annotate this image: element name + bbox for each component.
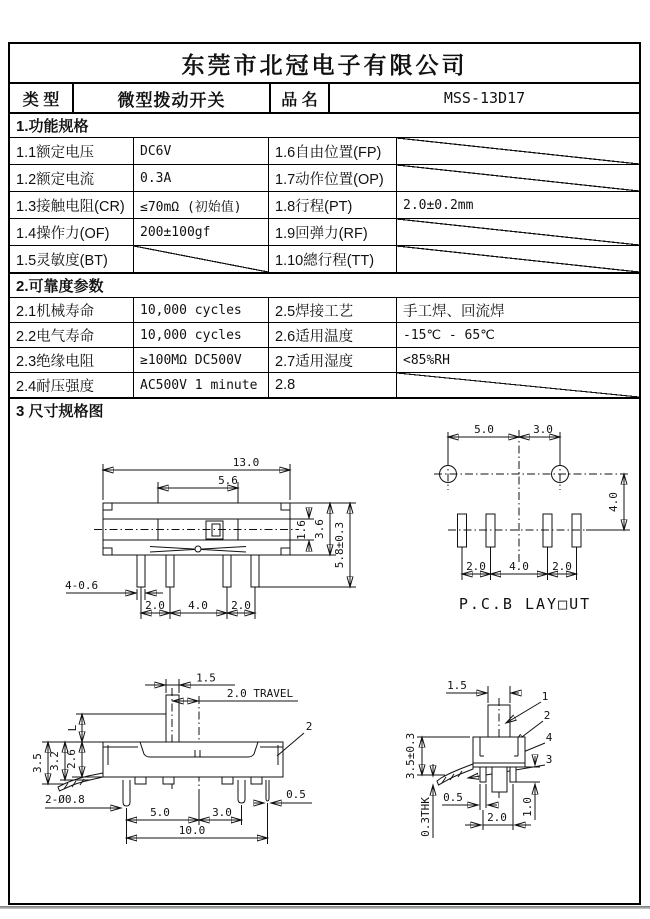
dim-side-pin-w: 0.5 xyxy=(286,788,306,801)
row-label: 1.4操作力(OF) xyxy=(16,225,110,242)
drawing-pcb-layout xyxy=(400,412,640,622)
dim-pcb-hole-l: 5.0 xyxy=(474,423,494,436)
name-label: 品 名 xyxy=(269,84,328,112)
row-label: 1.6自由位置(FP) xyxy=(268,138,396,164)
table-row xyxy=(10,297,639,322)
table-row xyxy=(10,191,639,218)
dim-front-pitch3: 2.0 xyxy=(231,599,251,612)
row-value: 手工焊、回流焊 xyxy=(396,298,639,322)
company-title: 东莞市北冠电子有限公司 xyxy=(181,51,468,78)
row-value: AC500V 1 minute xyxy=(133,373,268,397)
dim-pcb-row-gap: 4.0 xyxy=(607,492,620,512)
row-value-empty xyxy=(396,138,639,164)
row-value: 10,000 cycles xyxy=(133,323,268,347)
row-value-empty xyxy=(396,246,639,272)
type-label: 类 型 xyxy=(22,91,60,109)
dim-end-thk: 0.3THK xyxy=(419,797,432,837)
dim-front-pitch1: 2.0 xyxy=(145,599,165,612)
row-value-empty xyxy=(396,373,639,397)
model-number: MSS-13D17 xyxy=(328,84,639,112)
dim-pcb-pitch3: 2.0 xyxy=(552,560,572,573)
callout-4: 4 xyxy=(545,731,553,744)
row-value: 2.0±0.2mm xyxy=(396,192,639,218)
drawing-front-view xyxy=(60,440,390,652)
row-label: 2.7适用湿度 xyxy=(268,348,396,372)
dim-end-p20: 2.0 xyxy=(487,811,507,824)
row-value: 200±100gf xyxy=(133,219,268,245)
table-row xyxy=(10,347,639,372)
callout-2: 2 xyxy=(543,709,551,722)
row-label: 2.8 xyxy=(268,373,396,397)
dim-side-pin-d: 2-Ø0.8 xyxy=(45,793,85,806)
section1-title: 1.功能规格 xyxy=(10,112,639,137)
row-label: 1.3接触电阻(CR) xyxy=(16,198,125,215)
dim-end-stem-w: 1.5 xyxy=(447,679,467,692)
callout-2: 2 xyxy=(305,720,313,733)
dim-side-h32: 3.2 xyxy=(48,751,61,771)
dim-end-p05: 0.5 xyxy=(443,791,463,804)
row-value-empty xyxy=(396,165,639,191)
row-value: DC6V xyxy=(133,138,268,164)
row-value-empty xyxy=(396,219,639,245)
dim-side-d30: 3.0 xyxy=(212,806,232,819)
dim-end-body-h: 3.5±0.3 xyxy=(404,732,417,780)
page-bottom-shadow xyxy=(0,906,650,909)
row-value-empty xyxy=(133,246,268,272)
callout-3: 3 xyxy=(545,753,553,766)
drawing-side-view xyxy=(20,662,330,874)
table-row xyxy=(10,245,639,272)
table-row xyxy=(10,218,639,245)
row-label: 1.1额定电压 xyxy=(16,144,95,161)
title-row xyxy=(10,82,639,112)
section2-table xyxy=(10,297,639,397)
row-value: ≥100MΩ DC500V xyxy=(133,348,268,372)
dim-front-width: 13.0 xyxy=(232,456,260,469)
pcb-layout-caption: P.C.B LAY□UT xyxy=(458,595,592,613)
dim-front-pitch2: 4.0 xyxy=(188,599,208,612)
row-label: 2.6适用温度 xyxy=(268,323,396,347)
row-label: 2.5焊接工艺 xyxy=(268,298,396,322)
section2-title: 2.可靠度参数 xyxy=(10,272,639,297)
section3-title: 3 尺寸规格图 xyxy=(10,397,639,422)
row-label: 1.5灵敏度(BT) xyxy=(16,252,108,269)
type-value: 微型拨动开关 xyxy=(72,84,269,112)
row-label: 2.4耐压强度 xyxy=(16,378,95,395)
dim-pcb-pitch2: 4.0 xyxy=(509,560,529,573)
row-label: 1.10總行程(TT) xyxy=(268,246,396,272)
dim-side-d50: 5.0 xyxy=(150,806,170,819)
drawing-end-view xyxy=(400,660,640,882)
table-row xyxy=(10,137,639,164)
row-value: 10,000 cycles xyxy=(133,298,268,322)
dim-side-lever: L xyxy=(66,724,79,732)
row-value: 0.3A xyxy=(133,165,268,191)
dim-front-slot: 5.6 xyxy=(218,474,238,487)
row-label: 1.9回弹力(RF) xyxy=(268,219,396,245)
dim-side-travel: 2.0 TRAVEL xyxy=(226,687,294,700)
row-value: -15℃ - 65℃ xyxy=(396,323,639,347)
row-label: 2.1机械寿命 xyxy=(16,303,95,320)
dim-side-h35: 3.5 xyxy=(31,753,44,773)
dim-end-p10: 1.0 xyxy=(521,797,534,817)
dim-side-stem-w: 1.5 xyxy=(196,671,216,685)
row-label: 1.8行程(PT) xyxy=(268,192,396,218)
table-row xyxy=(10,372,639,397)
dim-front-pin-note: 4-0.6 xyxy=(65,579,99,592)
section1-table xyxy=(10,137,639,272)
callout-1: 1 xyxy=(541,690,549,703)
table-row xyxy=(10,164,639,191)
row-label: 2.2电气寿命 xyxy=(16,328,95,345)
dim-front-body-h: 3.6 xyxy=(313,519,326,539)
row-label: 1.2额定电流 xyxy=(16,171,95,188)
dim-pcb-pitch1: 2.0 xyxy=(466,560,486,573)
dim-front-slot-h: 1.6 xyxy=(295,520,308,540)
table-row xyxy=(10,322,639,347)
dim-side-h26: 2.6 xyxy=(65,749,78,769)
dim-front-total-h: 5.8±0.3 xyxy=(333,521,346,569)
dim-pcb-hole-r: 3.0 xyxy=(533,423,553,436)
row-label: 1.7动作位置(OP) xyxy=(268,165,396,191)
dim-side-d100: 10.0 xyxy=(178,824,206,837)
row-value: <85%RH xyxy=(396,348,639,372)
row-value: ≤70mΩ (初始值) xyxy=(133,192,268,218)
row-label: 2.3绝缘电阻 xyxy=(16,353,95,370)
